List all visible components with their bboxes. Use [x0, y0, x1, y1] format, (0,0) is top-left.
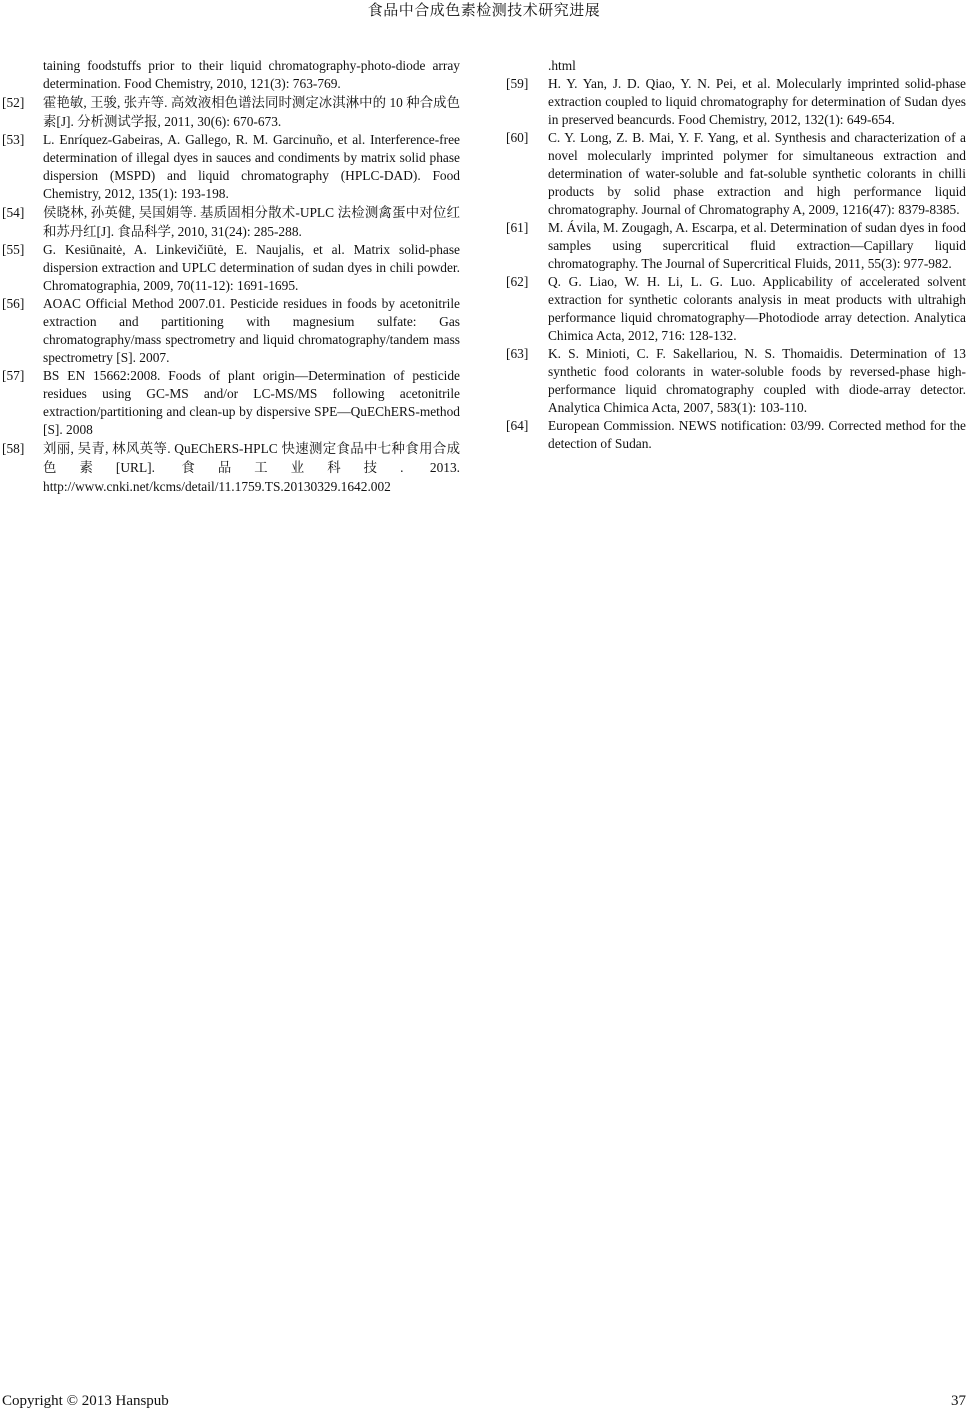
- reference-number: [59]: [506, 76, 529, 91]
- reference-number: [63]: [506, 346, 529, 361]
- reference-number: [56]: [2, 296, 25, 311]
- reference-number: [53]: [2, 132, 25, 147]
- reference-entry: [0, 241, 460, 295]
- reference-entry: [506, 129, 966, 219]
- reference-entry: [0, 367, 460, 439]
- reference-text: .html: [548, 58, 576, 73]
- reference-text: European Commission. NEWS notification: 03/99. Corrected method for the detection of Sudan.: [548, 418, 966, 451]
- reference-number: [52]: [2, 95, 25, 110]
- reference-number: [57]: [2, 368, 25, 383]
- reference-entry: [506, 417, 966, 453]
- reference-entry: [506, 219, 966, 273]
- reference-entry: [0, 57, 460, 93]
- reference-text: taining foodstuffs prior to their liquid chromatography-photo-diode array determination. Food Chemistry, 2010, 121(3): 763-769.: [43, 58, 460, 91]
- reference-text: K. S. Minioti, C. F. Sakellariou, N. S. Thomaidis. Determination of 13 synthetic food colorants in water-soluble foods by reversed-phase high-performance liquid chromatography coupled with diode-array detector. Analytica Chimica Acta, 2007, 583(1): 103-110.: [548, 346, 966, 415]
- reference-number: [61]: [506, 220, 529, 235]
- reference-column-left: [0, 57, 460, 496]
- reference-number: [62]: [506, 274, 529, 289]
- reference-text: M. Ávila, M. Zougagh, A. Escarpa, et al. Determination of sudan dyes in food samples using supercritical fluid extraction—Capillary liquid chromatography. The Journal of Supercritical Fluids, 2011, 55(3): 977-982.: [548, 220, 966, 271]
- page-number: 37: [951, 1393, 966, 1409]
- reference-entry: [506, 345, 966, 417]
- reference-number: [64]: [506, 418, 529, 433]
- running-header: 食品中合成色素检测技术研究进展: [367, 3, 601, 19]
- reference-text: C. Y. Long, Z. B. Mai, Y. F. Yang, et al. Synthesis and characterization of a novel molecularly imprinted polymer for simultaneous extraction and determination of water-soluble and fat-soluble synthetic colorants in chilli products by solid phase extraction and high performance liquid chromatography. Journal of Chromatography A, 2009, 1216(47): 8379-8385.: [548, 130, 966, 217]
- reference-text: H. Y. Yan, J. D. Qiao, Y. N. Pei, et al. Molecularly imprinted solid-phase extraction coupled to liquid chromatography for determination of Sudan dyes in preserved beancurds. Food Chemistry, 2012, 132(1): 649-654.: [548, 76, 966, 127]
- reference-text: BS EN 15662:2008. Foods of plant origin—Determination of pesticide residues using GC-MS and/or LC-MS/MS following acetonitrile extraction/partitioning and clean-up by dispersive SPE—QuEChERS-method [S]. 2008: [43, 368, 460, 437]
- reference-entry: [506, 75, 966, 129]
- reference-entry: [0, 93, 460, 131]
- reference-text: 刘丽, 吴青, 林风英等. QuEChERS-HPLC 快速测定食品中七种食用合成色素[URL]. 食品工业科技. 2013. http://www.cnki.net/kcms/detail/11.1759.TS.20130329.1642.002: [43, 441, 460, 494]
- reference-number: [60]: [506, 130, 529, 145]
- reference-column-right: [506, 57, 966, 453]
- reference-text: AOAC Official Method 2007.01. Pesticide residues in foods by acetonitrile extraction and partitioning with magnesium sulfate: Gas chromatography/mass spectrometry and liquid chromatography/tandem mass spectrometry [S]. 2007.: [43, 296, 460, 365]
- reference-number: [58]: [2, 441, 25, 456]
- reference-text: 霍艳敏, 王骏, 张卉等. 高效液相色谱法同时测定冰淇淋中的 10 种合成色素[J]. 分析测试学报, 2011, 30(6): 670-673.: [43, 95, 460, 129]
- reference-entry: [0, 295, 460, 367]
- reference-number: [55]: [2, 242, 25, 257]
- reference-number: [54]: [2, 205, 25, 220]
- reference-text: 侯晓林, 孙英健, 吴国娟等. 基质固相分散术-UPLC 法检测禽蛋中对位红和苏丹红[J]. 食品科学, 2010, 31(24): 285-288.: [43, 205, 460, 239]
- reference-text: L. Enríquez-Gabeiras, A. Gallego, R. M. Garcinuño, et al. Interference-free determination of illegal dyes in sauces and condiments by matrix solid phase dispersion (MSPD) and liquid chromatography (HPLC-DAD). Food Chemistry, 2012, 135(1): 193-198.: [43, 132, 460, 201]
- reference-text: G. Kesiūnaitė, A. Linkevičiūtė, E. Naujalis, et al. Matrix solid-phase dispersion extraction and UPLC determination of sudan dyes in chili powder. Chromatographia, 2009, 70(11-12): 1691-1695.: [43, 242, 460, 293]
- reference-entry: [0, 203, 460, 241]
- reference-entry: [506, 273, 966, 345]
- reference-entry: [0, 439, 460, 496]
- reference-entry: [0, 131, 460, 203]
- reference-entry: [506, 57, 966, 75]
- copyright-footer: Copyright © 2013 Hanspub: [2, 1393, 169, 1409]
- reference-text: Q. G. Liao, W. H. Li, L. G. Luo. Applicability of accelerated solvent extraction for synthetic colorants analysis in meat products with ultrahigh performance liquid chromatography—Photodiode array detection. Analytica Chimica Acta, 2012, 716: 128-132.: [548, 274, 966, 343]
